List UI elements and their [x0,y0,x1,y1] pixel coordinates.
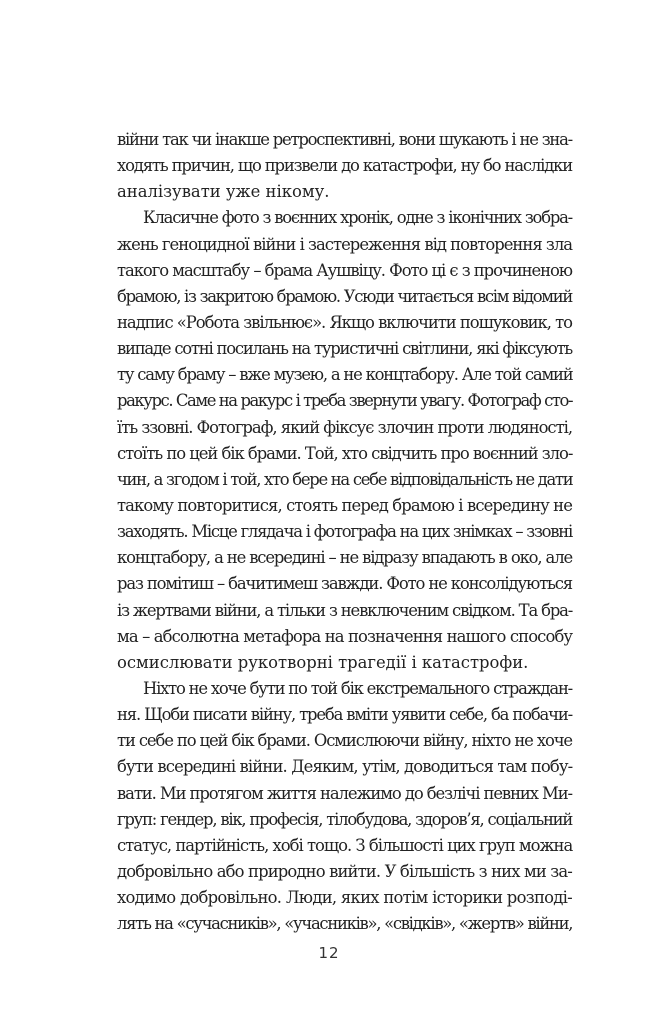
text-line: раз помітиш – бачитимеш завжди. Фото не консолідуються [117,574,572,594]
text-line: ма – абсолютна метафора на позначення нашого способу [117,626,573,646]
text-line: ти себе по цей бік брами. Осмислюючи війну, ніхто не хоче [117,731,572,751]
text-line: концтабору, а не всередині – не відразу впадають в око, але [117,548,573,568]
text-line: статус, партійність, хобі тощо. З більшості цих груп можна [117,835,573,855]
page-number: 12 [318,944,340,962]
text-line: ракурс. Саме на ракурс і треба звернути увагу. Фотограф сто- [117,391,573,411]
text-line: лять на «сучасників», «учасників», «свідків», «жертв» війни, [117,914,573,934]
text-line: такого масштабу – брама Аушвіцу. Фото ці є з прочиненою [117,260,572,280]
text-line: ту саму браму – вже музею, а не концтабору. Але той самий [117,365,573,385]
text-line: такому повторитися, стоять перед брамою і всередину не [117,495,573,515]
text-line: надпис «Робота звільнює». Якщо включити пошуковик, то [117,312,572,332]
text-line: осмислювати рукотворні трагедії і катастрофи. [117,652,529,672]
text-line: бути всередині війни. Деяким, утім, доводиться там побу- [117,757,573,777]
text-line: добровільно або природно вийти. У більшість з них ми за- [117,861,572,881]
text-line: чин, а згодом і той, хто бере на себе відповідальність не дати [117,469,573,489]
text-line: із жертвами війни, а тільки з невключеним свідком. Та бра- [117,600,573,620]
text-line: Класичне фото з воєнних хронік, одне з іконічних зобра- [143,208,572,228]
text-line: ходять причин, що призвели до катастрофи, ну бо наслідки [117,156,572,176]
text-line: заходять. Місце глядача і фотографа на цих знімках – ззовні [117,522,572,542]
text-line: випаде сотні посилань на туристичні світлини, які фіксують [117,339,572,359]
text-line: стоїть по цей бік брами. Той, хто свідчить про воєнний зло- [117,443,573,463]
text-line: аналізувати уже нікому. [117,182,330,202]
text-line: груп: гендер, вік, професія, тілобудова, здоров’я, соціальний [117,809,573,829]
text-line: війни так чи інакше ретроспективні, вони шукають і не зна- [117,130,572,149]
text-line: вати. Ми протягом життя належимо до безлічі певних Ми- [117,783,572,803]
text-line: брамою, із закритою брамою. Усюди читається всім відомий [117,286,572,306]
paragraph [117,205,572,676]
text-line: Ніхто не хоче бути по той бік екстремального страждан- [143,678,572,698]
text-line: ня. Щоби писати війну, треба вміти уявити себе, ба побачи- [117,705,572,725]
text-line: їть ззовні. Фотограф, який фіксує злочин проти людяності, [117,417,572,437]
text-line: жень геноцидної війни і застереження від повторення зла [117,234,573,254]
paragraph [117,676,572,937]
text-line: ходимо добровільно. Люди, яких потім історики розподі- [117,888,572,908]
paragraph [117,127,572,205]
body-text [117,127,572,937]
